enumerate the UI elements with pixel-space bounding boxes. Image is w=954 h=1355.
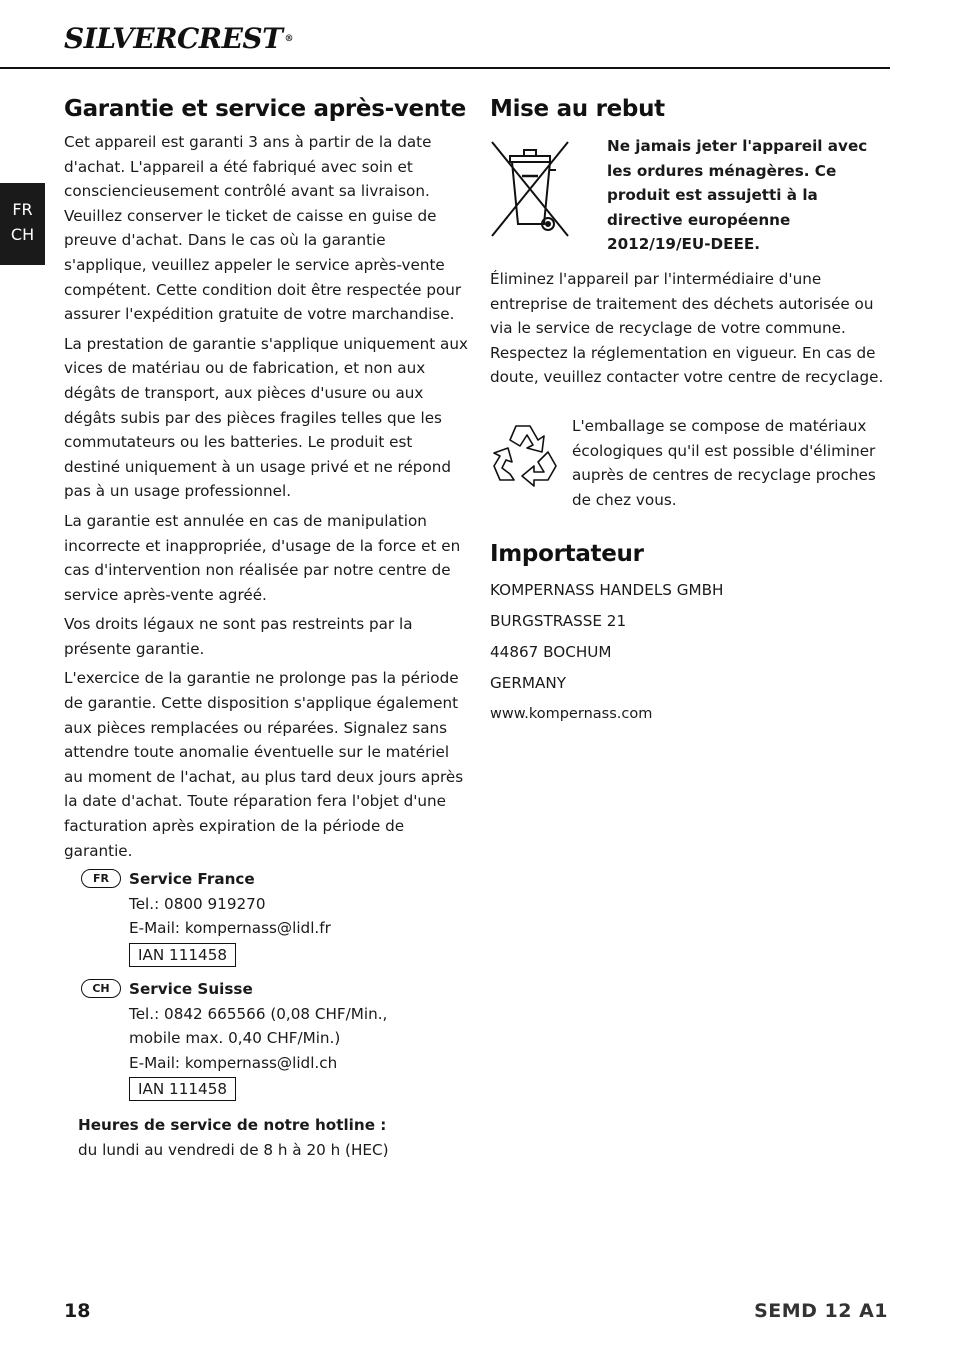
brand-logo xyxy=(64,22,293,56)
importer-company: KOMPERNASS HANDELS GMBH xyxy=(490,580,724,599)
importer-address xyxy=(490,575,890,730)
recycle-icon xyxy=(490,418,566,490)
warranty-paragraph-4: Vos droits légaux ne sont pas restreints par la présente garantie. xyxy=(64,615,413,658)
warranty-heading: Garantie et service après-vente xyxy=(64,96,466,122)
page-number: 18 xyxy=(64,1300,91,1322)
importer-heading: Importateur xyxy=(490,540,644,567)
warranty-paragraph-5: L'exercice de la garantie ne prolonge pas la période de garantie. Cette disposition s'applique également aux pièces remplacées ou réparées. Signalez sans attendre toute anomalie éventuelle sur le matériel au moment de l'achat, au plus tard deux jours après la date d'achat. Toute réparation fera l'objet d'une facturation après expiration de la période de garantie. xyxy=(64,669,464,860)
lang-fr: FR xyxy=(12,200,33,219)
model-number: SEMD 12 A1 xyxy=(754,1300,888,1322)
service-suisse-tel-mobile: mobile max. 0,40 CHF/Min.) xyxy=(129,1029,341,1048)
language-tab xyxy=(0,183,45,265)
service-france-tel: Tel.: 0800 919270 xyxy=(129,894,266,913)
disposal-text: Éliminez l'appareil par l'intermédiaire d'une entreprise de traitement des déchets autorisée ou via le service de recyclage de votre commune. Respectez la réglementation en vigueur. En cas de doute, veuillez contacter votre centre de recyclage. xyxy=(490,269,884,387)
service-france-email: E-Mail: kompernass@lidl.fr xyxy=(129,919,331,938)
packaging-text: L'emballage se compose de matériaux écologiques qu'il est possible d'éliminer auprès de centres de recyclage proches de chez vous. xyxy=(572,416,876,509)
importer-city: 44867 BOCHUM xyxy=(490,642,612,661)
hotline-info xyxy=(64,1113,468,1162)
service-france-ian: IAN 111458 xyxy=(129,943,236,967)
flag-ch-badge: CH xyxy=(81,979,121,998)
hotline-title: Heures de service de notre hotline : xyxy=(78,1116,387,1135)
service-suisse-ian: IAN 111458 xyxy=(129,1077,236,1101)
service-suisse-email: E-Mail: kompernass@lidl.ch xyxy=(129,1053,338,1072)
disposal-heading: Mise au rebut xyxy=(490,96,665,122)
crossed-out-wheelie-bin-icon xyxy=(490,140,570,238)
disposal-warning: Ne jamais jeter l'appareil avec les ordures ménagères. Ce produit est assujetti à la directive européenne 2012/19/EU-DEEE. xyxy=(607,137,868,254)
right-column xyxy=(490,93,890,730)
flag-fr-badge: FR xyxy=(81,869,121,888)
warranty-paragraph-3: La garantie est annulée en cas de manipulation incorrecte et inappropriée, d'usage de la force et en cas d'intervention non réalisée par notre centre de service après-vente agréé. xyxy=(64,511,461,604)
packaging-block xyxy=(490,414,890,514)
service-suisse xyxy=(64,977,468,1101)
warranty-paragraph-2: La prestation de garantie s'applique uniquement aux vices de matériau ou de fabrication, et non aux dégâts de transport, aux pièces d'usure ou aux dégâts subis par des pièces fragiles telles que les commutateurs ou les batteries. Le produit est destiné uniquement à un usage privé et ne répond pas à un usage professionnel. xyxy=(64,334,468,501)
warranty-paragraph-1: Cet appareil est garanti 3 ans à partir de la date d'achat. L'appareil a été fabriqué avec soin et consciencieusement contrôlé avant sa livraison. Veuillez conserver le ticket de caisse en guise de preuve d'achat. Dans le cas où la garantie s'applique, veuillez appeler le service après-vente compétent. Cette condition doit être respectée pour assurer l'expédition gratuite de votre marchandise. xyxy=(64,133,462,324)
service-france-title: Service France xyxy=(129,870,255,889)
lang-ch: CH xyxy=(10,225,35,244)
service-suisse-title: Service Suisse xyxy=(129,980,253,998)
registered-mark: ® xyxy=(284,34,293,44)
left-column xyxy=(64,93,468,1163)
header-rule xyxy=(0,67,890,69)
importer-website-link[interactable]: www.kompernass.com xyxy=(490,705,653,722)
importer-country: GERMANY xyxy=(490,673,567,692)
service-suisse-tel: Tel.: 0842 665566 (0,08 CHF/Min., xyxy=(129,1004,388,1023)
importer-street: BURGSTRASSE 21 xyxy=(490,611,627,630)
disposal-warning-block xyxy=(490,134,890,257)
service-france xyxy=(64,867,468,967)
brand-name: SILVERCREST xyxy=(64,22,283,55)
hotline-hours: du lundi au vendredi de 8 h à 20 h (HEC) xyxy=(78,1140,389,1159)
